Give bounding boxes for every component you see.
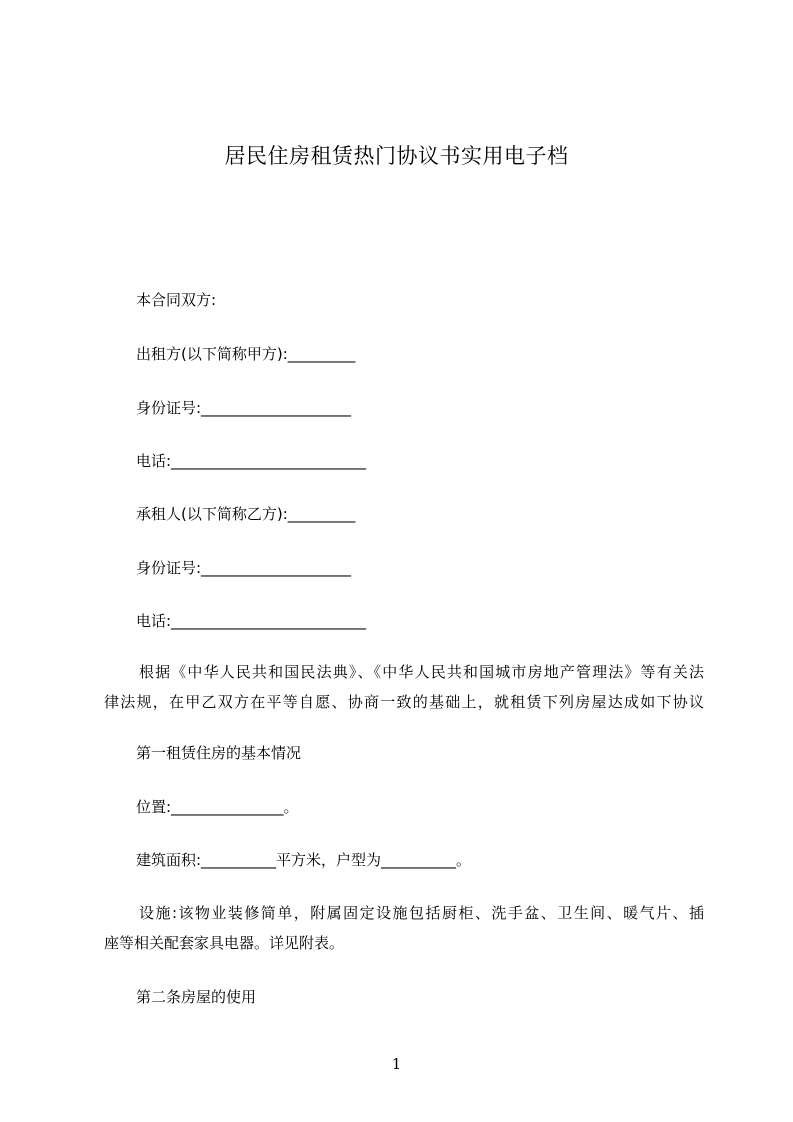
- lessor-id-field: 身份证号:____________________: [136, 399, 352, 417]
- lessee-id-field: 身份证号:____________________: [136, 559, 352, 577]
- page-number: 1: [391, 1055, 402, 1073]
- article-1-heading: 第一租赁住房的基本情况: [136, 744, 302, 762]
- facilities-line-1: 设施:该物业装修简单，附属固定设施包括厨柜、洗手盆、卫生间、暖气片、插: [139, 904, 704, 922]
- facilities-paragraph: [104, 898, 704, 958]
- area-field: 建筑面积:__________平方米，户型为__________。: [136, 851, 472, 869]
- location-field: 位置:_______________。: [136, 798, 299, 816]
- legal-basis-paragraph: [104, 657, 704, 717]
- article-2-heading: 第二条房屋的使用: [136, 988, 257, 1006]
- parties-heading: 本合同双方:: [136, 291, 217, 309]
- lessor-phone-field: 电话:__________________________: [136, 452, 367, 470]
- legal-basis-line-2: 律法规，在甲乙双方在平等自愿、协商一致的基础上，就租赁下列房屋达成如下协议: [104, 693, 704, 711]
- lessee-phone-field: 电话:__________________________: [136, 612, 367, 630]
- document-title: 居民住房租赁热门协议书实用电子档: [224, 144, 569, 168]
- facilities-line-2: 座等相关配套家具电器。详见附表。: [104, 934, 345, 952]
- legal-basis-line-1: 根据《中华人民共和国民法典》、《中华人民共和国城市房地产管理法》等有关法: [139, 663, 704, 681]
- lessee-field: 承租人(以下简称乙方):_________: [136, 505, 356, 523]
- lessor-field: 出租方(以下简称甲方):_________: [136, 345, 356, 363]
